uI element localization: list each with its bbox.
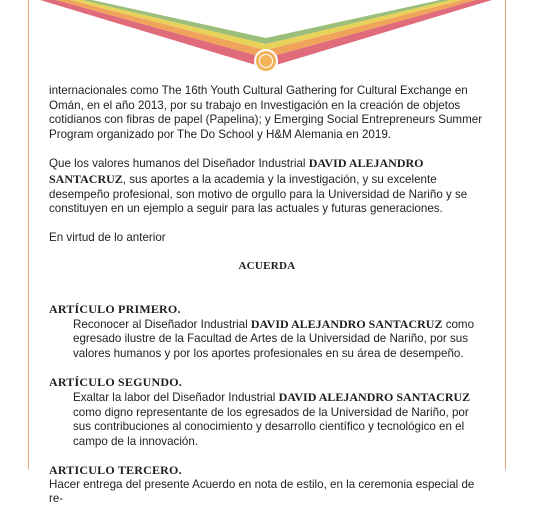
article-two-suffix: como digno representante de los egresados de la Universidad de Nariño, por sus contribuciones al conocimiento y desarrollo científico y tecnológico en el campo de la innovación. <box>73 405 469 448</box>
paragraph-values-prefix: Que los valores humanos del Diseñador Industrial <box>49 157 309 171</box>
paragraph-values <box>49 156 485 216</box>
decorative-ribbon <box>0 0 534 80</box>
article-two-title: ARTÍCULO SEGUNDO. <box>49 375 182 390</box>
article-two-prefix: Exaltar la labor del Diseñador Industrial <box>73 390 279 404</box>
paragraph-achievements: internacionales como The 16th Youth Cultural Gathering for Cultural Exchange en Omán, en el año 2013, por su trabajo en Investigación en la creación de objetos cotidianos con fibras de papel (Papelina); y Emerging Social Entrepreneurs Summer Program organizado por The Do School y H&M Alemania en 2019. <box>49 84 483 141</box>
honoree-name: DAVID ALEJANDRO SANTACRUZ <box>250 316 443 331</box>
resolution-heading: ACUERDA <box>238 260 296 273</box>
article-one-suffix: como egresado ilustre de la Facultad de Artes de la Universidad de Nariño, por sus valores humanos y por los aportes profesionales en su área de desempeño. <box>73 317 475 360</box>
article-one-prefix: Reconocer al Diseñador Industrial <box>73 317 251 331</box>
honoree-name: DAVID ALEJANDRO SANTACRUZ <box>49 156 424 186</box>
seal-icon <box>254 49 278 73</box>
article-two-body <box>73 390 485 449</box>
article-one-title: ARTÍCULO PRIMERO. <box>49 301 181 316</box>
honoree-name: DAVID ALEJANDRO SANTACRUZ <box>278 389 471 404</box>
article-three-body: Hacer entrega del presente Acuerdo en nota de estilo, en la ceremonia especial de re- <box>49 477 475 506</box>
article-three-title: ARTICULO TERCERO. <box>49 463 182 478</box>
article-one-body <box>73 317 485 362</box>
document-body <box>49 84 485 507</box>
paragraph-whereas: En virtud de lo anterior <box>49 230 166 244</box>
paragraph-values-suffix: , sus aportes a la academia y la investigación, y su excelente desempeño profesional, son motivo de orgullo para la Universidad de Nariño y se constituyen en un ejemplo a seguir para las actuales y futuras generaciones. <box>49 172 468 216</box>
